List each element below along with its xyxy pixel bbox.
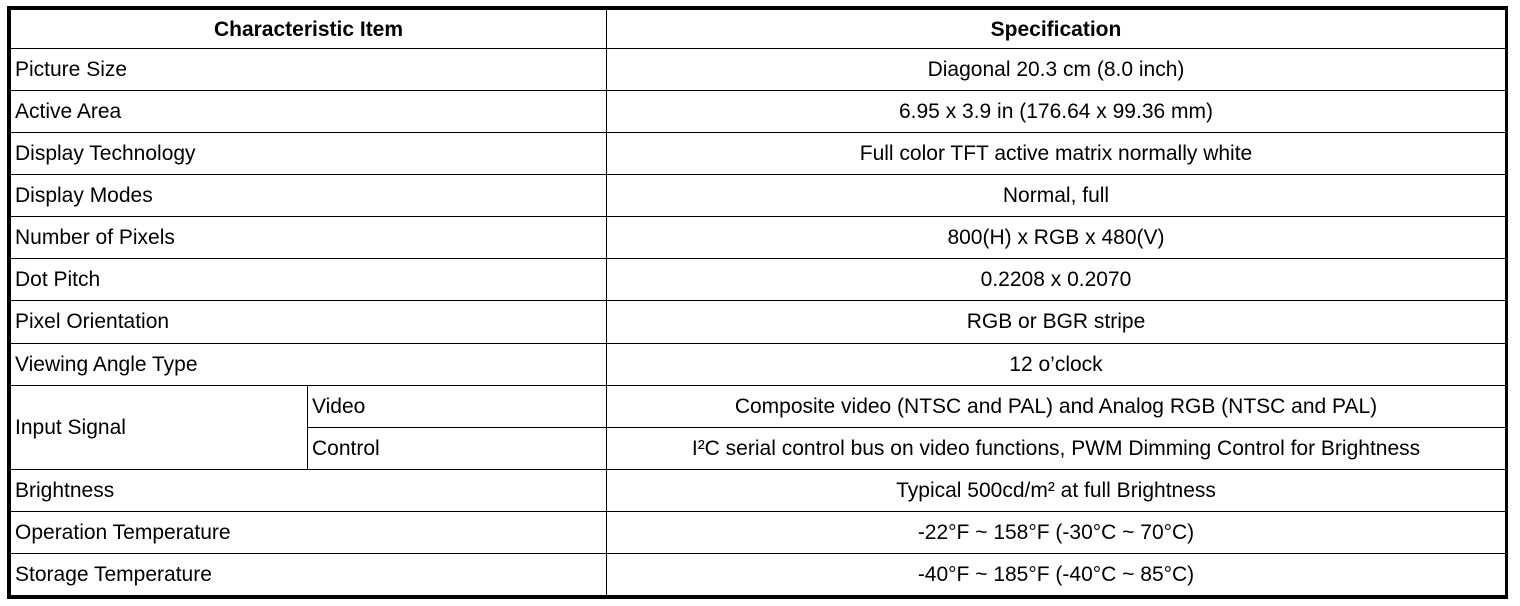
row-spec: Typical 500cd/m² at full Brightness bbox=[607, 469, 1506, 511]
table-row bbox=[11, 217, 1506, 259]
table-row-input-video bbox=[11, 385, 1506, 427]
table-row bbox=[11, 469, 1506, 511]
spec-table-frame bbox=[7, 6, 1508, 599]
row-spec: Full color TFT active matrix normally white bbox=[607, 133, 1506, 175]
table-row bbox=[11, 259, 1506, 301]
input-video-label: Video bbox=[308, 385, 607, 427]
row-item: Storage Temperature bbox=[11, 553, 607, 595]
row-item: Display Modes bbox=[11, 175, 607, 217]
row-item: Pixel Orientation bbox=[11, 301, 607, 343]
header-characteristic-item: Characteristic Item bbox=[11, 10, 607, 49]
row-item: Number of Pixels bbox=[11, 217, 607, 259]
table-row bbox=[11, 511, 1506, 553]
input-control-spec: I²C serial control bus on video functions, PWM Dimming Control for Brightness bbox=[607, 427, 1506, 469]
table-row bbox=[11, 301, 1506, 343]
row-spec: -22°F ~ 158°F (-30°C ~ 70°C) bbox=[607, 511, 1506, 553]
row-spec: Normal, full bbox=[607, 175, 1506, 217]
row-item: Operation Temperature bbox=[11, 511, 607, 553]
table-row bbox=[11, 49, 1506, 91]
row-spec: 6.95 x 3.9 in (176.64 x 99.36 mm) bbox=[607, 91, 1506, 133]
table-row bbox=[11, 91, 1506, 133]
input-signal-label: Input Signal bbox=[11, 385, 308, 469]
table-row bbox=[11, 175, 1506, 217]
row-spec: 12 o’clock bbox=[607, 343, 1506, 385]
table-row bbox=[11, 343, 1506, 385]
row-item: Active Area bbox=[11, 91, 607, 133]
table-row bbox=[11, 553, 1506, 595]
row-item: Brightness bbox=[11, 469, 607, 511]
row-spec: RGB or BGR stripe bbox=[607, 301, 1506, 343]
row-spec: 0.2208 x 0.2070 bbox=[607, 259, 1506, 301]
row-spec: Diagonal 20.3 cm (8.0 inch) bbox=[607, 49, 1506, 91]
header-specification: Specification bbox=[607, 10, 1506, 49]
row-item: Display Technology bbox=[11, 133, 607, 175]
row-item: Picture Size bbox=[11, 49, 607, 91]
row-item: Viewing Angle Type bbox=[11, 343, 607, 385]
table-header-row bbox=[11, 10, 1506, 49]
row-spec: 800(H) x RGB x 480(V) bbox=[607, 217, 1506, 259]
input-control-label: Control bbox=[308, 427, 607, 469]
row-spec: -40°F ~ 185°F (-40°C ~ 85°C) bbox=[607, 553, 1506, 595]
input-video-spec: Composite video (NTSC and PAL) and Analog RGB (NTSC and PAL) bbox=[607, 385, 1506, 427]
table-row bbox=[11, 133, 1506, 175]
spec-table bbox=[10, 9, 1506, 596]
row-item: Dot Pitch bbox=[11, 259, 607, 301]
